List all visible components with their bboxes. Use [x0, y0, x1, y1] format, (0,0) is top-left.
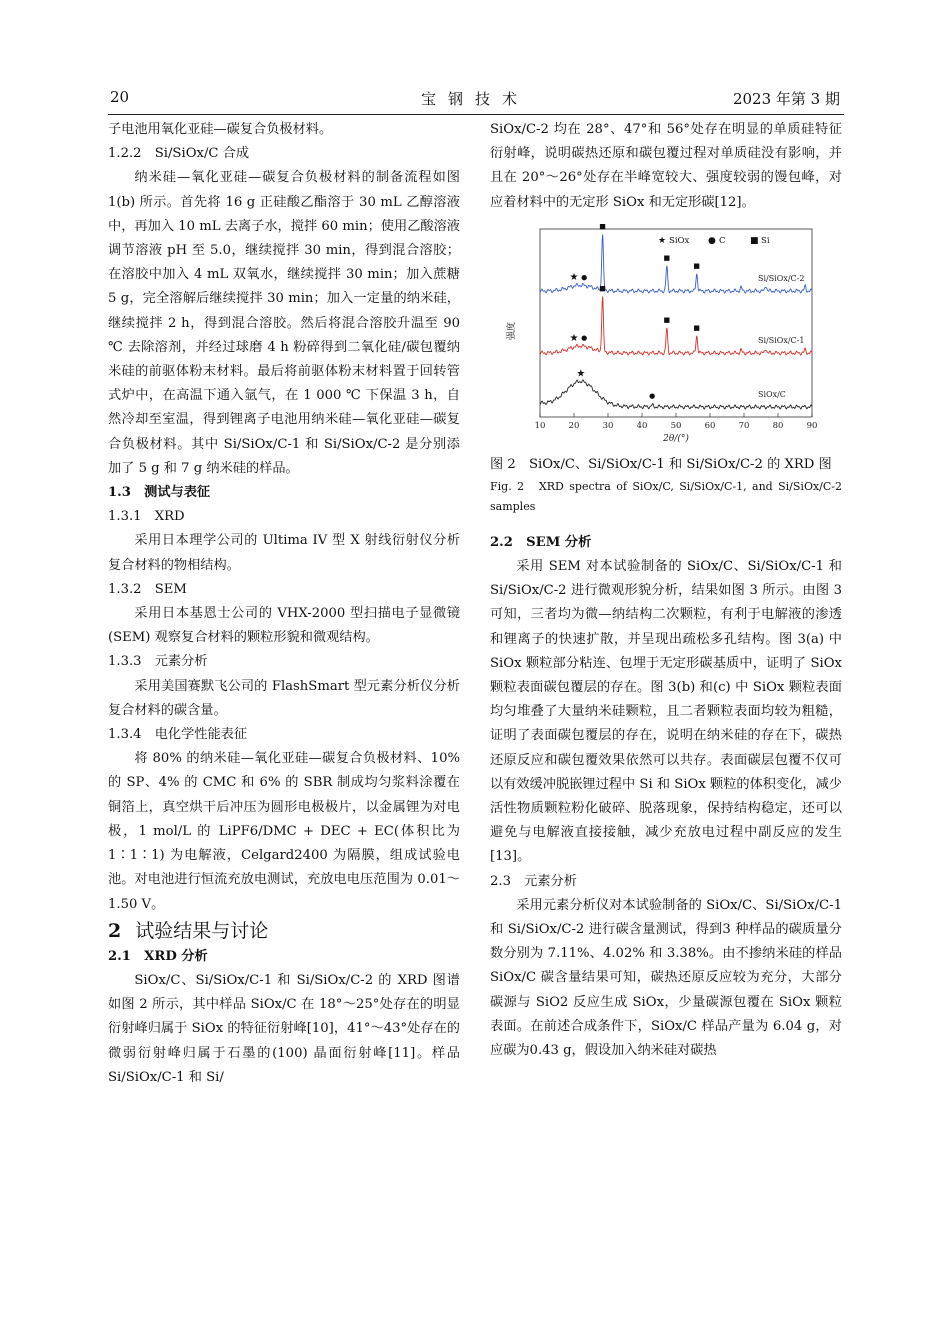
x-axis-label: 2θ/(°): [663, 433, 689, 444]
series-label: SiOx/C: [758, 389, 786, 399]
paragraph: 采用元素分析仪对本试验制备的 SiOx/C、Si/SiOx/C-1 和 Si/SiOx/C-2 进行碳含量测试，得到3 种样品的碳质量分数分别为 7.11%、4.02% 和 3.38%。由不掺纳米硅的样品 SiOx/C 碳含量结果可知，碳热还原反应较为充分，大部分碳源与 SiO2 反应生成 SiOx，少量碳源包覆在 SiOx 颗粒表面。在前述合成条件下，SiOx/C 样品产量为 6.04 g，对应碳为0.43 g，假设加入纳米硅对碳热: [490, 897, 842, 1059]
peak-marker: ★: [576, 368, 586, 380]
paragraph: 采用 SEM 对本试验制备的 SiOx/C、Si/SiOx/C-1 和 Si/SiOx/C-2 进行微观形貌分析，结果如图 3 所示。由图 3 可知，三者均为微—纳结构二次颗粒，有利于电解液的渗透和锂离子的快速扩散，并呈现出疏松多孔结构。图 3(a) 中 SiOx 颗粒部分粘连、包埋于无定形碳基质中，证明了 SiOx 颗粒表面碳包覆层的存在。图 3(b) 和(c) 中 SiOx 颗粒表面均匀堆叠了大量纳米硅颗粒，且二者颗粒表面均较为粗糙，证明了表面碳包覆层的存在，说明在纳米硅的存在下，碳热还原反应和碳包覆效果依然可以共存。表面碳层包覆不仅可以有效缓冲脱嵌锂过程中 Si 和 SiOx 颗粒的体积变化，减少活性物质颗粒粉化破碎、脱落现象，保持结构稳定，还可以避免与电解液直接接触，减少充放电过程中副反应的发生[13]。: [490, 559, 842, 865]
x-tick-label: 20: [568, 420, 580, 431]
peak-marker: ★: [569, 332, 579, 344]
section-heading-1-3: 1.3 测试与表征: [108, 485, 211, 501]
section-number: 2: [108, 919, 122, 942]
section-heading-1-3-4: 1.3.4 电化学性能表征: [108, 727, 248, 743]
section-heading-2: [108, 917, 460, 945]
x-tick-label: 10: [534, 420, 546, 431]
legend-symbol: ★: [658, 235, 667, 246]
paragraph: 采用日本基恩士公司的 VHX-2000 型扫描电子显微镜(SEM) 观察复合材料的颗粒形貌和微观结构。: [108, 606, 460, 646]
section-heading-1-3-2: 1.3.2 SEM: [108, 581, 187, 597]
section-title: 试验结果与讨论: [135, 919, 269, 942]
section-heading-1-3-3: 1.3.3 元素分析: [108, 654, 208, 670]
figure-2: [490, 221, 842, 517]
section-heading-2-1: 2.1 XRD 分析: [108, 948, 208, 964]
right-column: [490, 118, 842, 1063]
legend-label: SiOx: [669, 235, 690, 246]
peak-marker: ●: [581, 273, 588, 282]
series-label: Si/SiOx/C-2: [758, 273, 805, 283]
peak-marker: ■: [599, 222, 606, 231]
paragraph: 子电池用氧化亚硅—碳复合负极材料。: [108, 122, 333, 137]
legend-label: C: [719, 235, 726, 246]
y-axis-label: 强度: [507, 321, 517, 340]
section-heading-2-2: 2.2 SEM 分析: [490, 534, 592, 550]
x-tick-label: 50: [670, 420, 682, 431]
series-label: Si/SiOx/C-1: [758, 335, 805, 345]
section-heading-1-2-2: 1.2.2 Si/SiOx/C 合成: [108, 146, 250, 162]
figure-caption-cn: 图 2 SiOx/C、Si/SiOx/C-1 和 Si/SiOx/C-2 的 XRD 图: [490, 456, 832, 472]
peak-marker: ■: [599, 284, 606, 293]
issue-label: 2023 年第 3 期: [732, 90, 840, 108]
left-column: [108, 118, 460, 1090]
x-tick-label: 40: [636, 420, 648, 431]
xrd-chart: [500, 221, 830, 453]
paragraph: 纳米硅—氧化亚硅—碳复合负极材料的制备流程如图 1(b) 所示。首先将 16 g 正硅酸乙酯溶于 30 mL 乙醇溶液中，再加入 10 mL 去离子水，搅拌 60 min；使用乙酸溶液调节溶液 pH 至 5.0，继续搅拌 30 min，得到混合溶胶；在溶胶中加入 4 mL 双氧水，继续搅拌 30 min；加入蔗糖 5 g，完全溶解后继续搅拌 30 min；加入一定量的纳米硅，继续搅拌 2 h，得到混合溶胶。然后将混合溶胶升温至 90 ℃ 去除溶剂，并经过球磨 4 h 粉碎得到二氧化硅/碳包覆纳米硅的前驱体粉末材料。最后将前驱体粉末材料置于回转管式炉中，在高温下通入氩气，在 1 000 ℃ 下保温 3 h，自然冷却至室温，得到锂离子电池用纳米硅—氧化亚硅—碳复合负极材料。其中 Si/SiOx/C-1 和 Si/SiOx/C-2 是分别添加了 5 g 和 7 g 纳米硅的样品。: [108, 170, 460, 476]
legend-symbol: ■: [750, 235, 759, 246]
section-heading-1-3-1: 1.3.1 XRD: [108, 509, 185, 525]
legend-label: Si: [761, 235, 770, 246]
peak-marker: ■: [663, 315, 671, 324]
figure-caption-en: Fig. 2 XRD spectra of SiOx/C, Si/SiOx/C-1, and Si/SiOx/C-2 samples: [490, 479, 842, 513]
section-heading-2-3: 2.3 元素分析: [490, 873, 577, 889]
legend-symbol: ●: [708, 235, 716, 246]
peak-marker: ●: [649, 391, 656, 400]
header-rule: [108, 114, 844, 115]
x-tick-label: 60: [704, 420, 716, 431]
x-tick-label: 90: [806, 420, 818, 431]
peak-marker: ★: [569, 271, 579, 283]
paragraph: SiOx/C、Si/SiOx/C-1 和 Si/SiOx/C-2 的 XRD 图谱如图 2 所示，其中样品 SiOx/C 在 18°～25°处存在的明显衍射峰归属于 SiOx 的特征衍射峰[10]，41°～43°处存在的微弱衍射峰归属于石墨的(100) 晶面衍射峰[11]。样品 Si/SiOx/C-1 和 Si/: [108, 972, 460, 1085]
peak-marker: ■: [693, 323, 701, 332]
paragraph: 采用美国赛默飞公司的 FlashSmart 型元素分析仪分析复合材料的碳含量。: [108, 678, 460, 718]
plot-frame: [540, 229, 812, 417]
x-tick-label: 80: [772, 420, 784, 431]
peak-marker: ■: [693, 261, 701, 270]
x-tick-label: 30: [602, 420, 614, 431]
journal-title: 宝钢技术: [420, 90, 529, 108]
x-tick-label: 70: [738, 420, 750, 431]
peak-marker: ■: [663, 253, 671, 262]
peak-marker: ●: [581, 334, 588, 343]
paragraph: 将 80% 的纳米硅—氧化亚硅—碳复合负极材料、10% 的 SP、4% 的 CMC 和 6% 的 SBR 制成均匀浆料涂覆在铜箔上，真空烘干后冲压为圆形电极极片，以金属锂为对电极，1 mol/L 的 LiPF6/DMC + DEC + EC(体积比为 1∶1∶1) 为电解液，Celgard2400 为隔膜，组成试验电池。对电池进行恒流充放电测试，充放电电压范围为 0.01～1.50 V。: [108, 751, 460, 912]
series-line-si-siox-c-1: [540, 296, 812, 355]
paragraph: SiOx/C-2 均在 28°、47°和 56°处存在明显的单质硅特征衍射峰，说明碳热还原和碳包覆过程对单质硅没有影响，并且在 20°～26°处存在半峰宽较大、强度较弱的馒包峰，对应着材料中的无定形 SiOx 和无定形碳[12]。: [490, 122, 842, 210]
page-number: 20: [110, 88, 130, 106]
paragraph: 采用日本理学公司的 Ultima IV 型 X 射线衍射仪分析复合材料的物相结构。: [108, 533, 460, 573]
running-header: [110, 88, 840, 116]
